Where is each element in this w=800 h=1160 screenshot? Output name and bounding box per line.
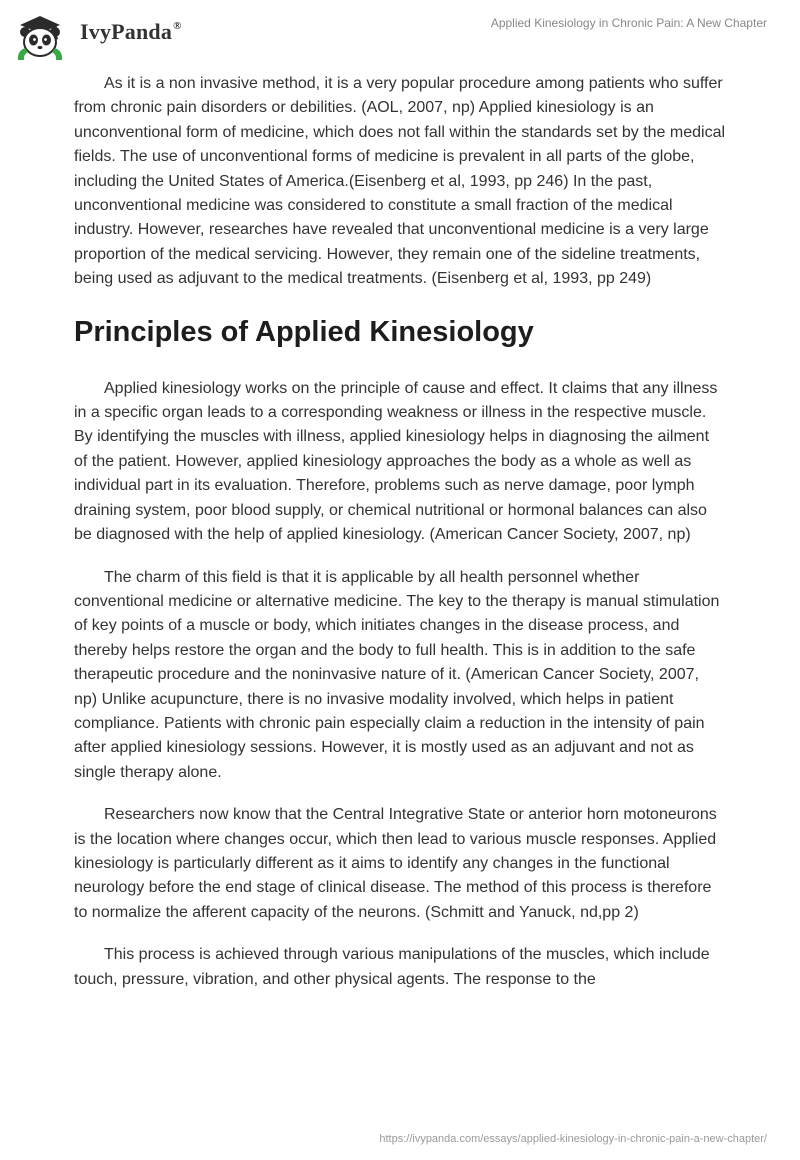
brand-name[interactable]: IvyPanda®: [80, 19, 182, 44]
source-url[interactable]: https://ivypanda.com/essays/applied-kinesiology-in-chronic-pain-a-new-chapter/: [379, 1133, 767, 1145]
essay-body: [74, 72, 726, 1010]
registered-mark: ®: [173, 20, 182, 32]
paragraph: As it is a non invasive method, it is a very popular procedure among patients who suffer from chronic pain disorders or debilities. (AOL, 2007, np) Applied kinesiology is an unconventional form of medicine, which does not fall within the standards set by the medical fields. The use of unconventional forms of medicine is prevalent in all parts of the globe, including the United States of America.(Eisenberg et al, 1993, pp 246) In the past, unconventional medicine was considered to constitute a small fraction of the medical industry. However, researches have revealed that unconventional medicine is a very large proportion of the medical servicing. However, they remain one of the sideline treatments, being used as adjuvant to the medical treatments. (Eisenberg et al, 1993, pp 249): [74, 75, 726, 288]
paragraph: This process is achieved through various manipulations of the muscles, which include touch, pressure, vibration, and other physical agents. The response to the: [74, 946, 710, 988]
panda-logo-icon[interactable]: [16, 10, 64, 60]
paragraph: The charm of this field is that it is applicable by all health personnel whether conventional medicine or alternative medicine. The key to the therapy is manual stimulation of key points of a muscle or body, which initiates changes in the disease process, and thereby helps restore the organ and the body to full health. This is in addition to the safe therapeutic procedure and the noninvasive nature of it. (American Cancer Society, 2007, np) Unlike acupuncture, there is no invasive modality involved, which helps in patient compliance. Patients with chronic pain especially claim a reduction in the intensity of pain after applied kinesiology sessions. However, it is mostly used as an adjuvant and not as single therapy alone.: [74, 568, 720, 781]
running-title: Applied Kinesiology in Chronic Pain: A New Chapter: [490, 16, 767, 30]
section-heading: Principles of Applied Kinesiology: [74, 315, 534, 348]
page-header: [0, 0, 800, 70]
paragraph: Researchers now know that the Central Integrative State or anterior horn motoneurons is the location where changes occur, which then lead to various muscle responses. Applied kinesiology is particularly different as it aims to identify any changes in the functional neurology before the end stage of clinical disease. The method of this process is therefore to normalize the afferent capacity of the neurons. (Schmitt and Yanuck, nd,pp 2): [74, 806, 717, 921]
paragraph: Applied kinesiology works on the principle of cause and effect. It claims that any illness in a specific organ leads to a corresponding weakness or illness in the respective muscle. By identifying the muscles with illness, applied kinesiology helps in diagnosing the ailment of the patient. However, applied kinesiology approaches the body as a whole as well as individual part in its evaluation. Therefore, problems such as nerve damage, poor lymph draining system, poor blood supply, or chemical nutritional or hormonal balances can also be diagnosed with the help of applied kinesiology. (American Cancer Society, 2007, np): [74, 379, 718, 544]
